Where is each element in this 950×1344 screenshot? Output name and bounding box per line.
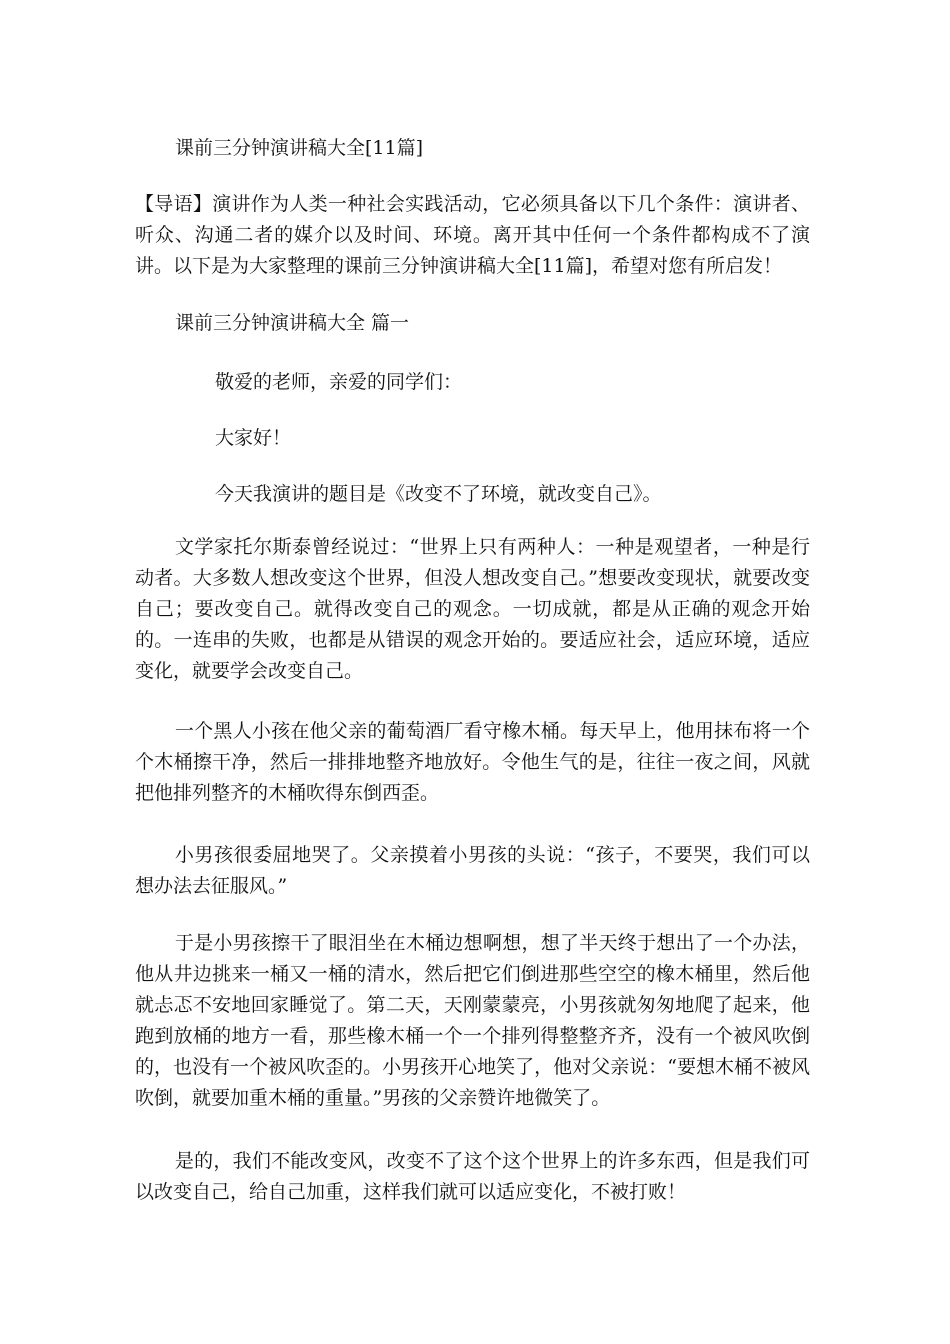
body-paragraph-boy-barrels: 一个黑人小孩在他父亲的葡萄酒厂看守橡木桶。每天早上，他用抹布将一个个木桶擦干净，然后一排排地整齐地放好。令他生气的是，往往一夜之间，风就把他排列整齐的木桶吹得东倒西歪。 — [135, 720, 810, 804]
body-paragraph-father: 小男孩很委屈地哭了。父亲摸着小男孩的头说：“孩子，不要哭，我们可以想办法去征服风。” — [135, 844, 810, 897]
body-paragraph-solution: 于是小男孩擦干了眼泪坐在木桶边想啊想，想了半天终于想出了一个办法，他从井边挑来一桶又一桶的清水，然后把它们倒进那些空空的橡木桶里，然后他就忐忑不安地回家睡觉了。第二天，天刚蒙蒙亮，小男孩就匆匆地爬了起来，他跑到放桶的地方一看，那些橡木桶一个一个排列得整整齐齐，没有一个被风吹倒的，也没有一个被风吹歪的。小男孩开心地笑了，他对父亲说：“要想木桶不被风吹倒，就要加重木桶的重量。”男孩的父亲赞许地微笑了。 — [135, 932, 810, 1109]
body-paragraph-topic: 今天我演讲的题目是《改变不了环境，就改变自己》。 — [215, 483, 662, 505]
greeting: 大家好！ — [215, 427, 292, 449]
body-paragraph-tolstoy: 文学家托尔斯泰曾经说过：“世界上只有两种人：一种是观望者，一种是行动者。大多数人想改变这个世界，但没人想改变自己。”想要改变现状，就要改变自己；要改变自己。就得改变自己的观念。一切成就，都是从正确的观念开始的。一连串的失败，也都是从错误的观念开始的。要适应社会，适应环境，适应变化，就要学会改变自己。 — [135, 536, 810, 682]
salutation: 敬爱的老师，亲爱的同学们： — [215, 371, 463, 393]
body-paragraph-conclusion: 是的，我们不能改变风，改变不了这个这个世界上的许多东西，但是我们可以改变自己，给自己加重，这样我们就可以适应变化，不被打败！ — [135, 1150, 810, 1203]
intro-paragraph: 【导语】演讲作为人类一种社会实践活动，它必须具备以下几个条件：演讲者、听众、沟通二者的媒介以及时间、环境。离开其中任何一个条件都构成不了演讲。以下是为大家整理的课前三分钟演讲稿大全[11篇]，希望对您有所启发！ — [135, 193, 810, 277]
section-heading: 课前三分钟演讲稿大全 篇一 — [175, 312, 410, 334]
document-title: 课前三分钟演讲稿大全[11篇] — [175, 137, 424, 159]
